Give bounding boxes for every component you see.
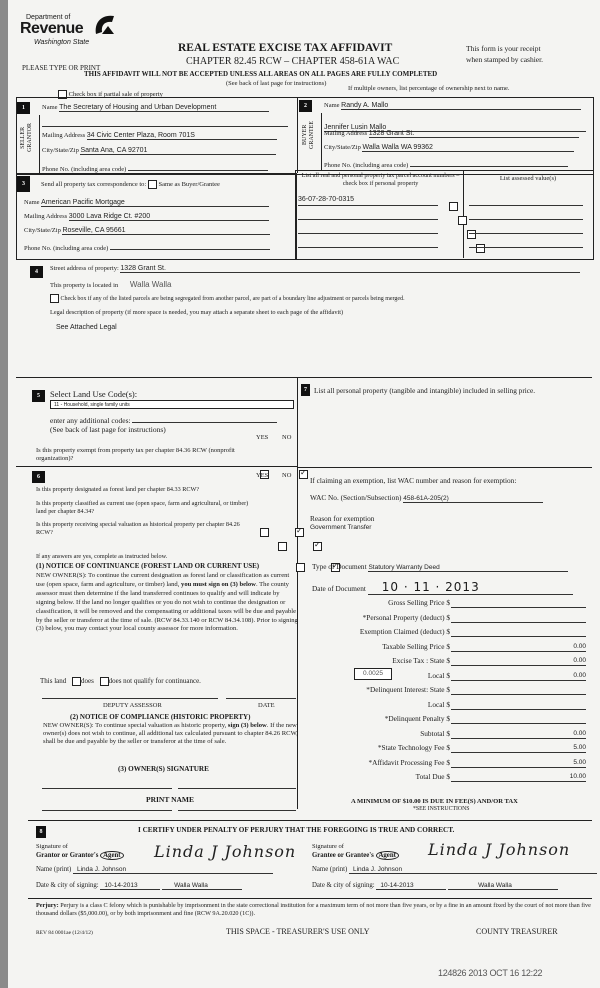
- notice-continuance-text: NEW OWNER(S): To continue the current designation as forest land or classification as current use (open space, farm and agriculture, or timber) land, you must sign on (3) below. The county assessor must then determine if the land transferred continues to qualify and will indicate by signing below. If the land no longer qualifies or you do not wish to continue the designation or classification, it will be removed and the compensating or additional taxes will be due and payable by the seller or transferor at the time of sale. (RCW 84.33.140 or RCW 84.34.108). Prior to signing (3) below, you may contact your local county assessor for more information.: [36, 572, 298, 633]
- located-row: [50, 280, 172, 289]
- partial-sale-label: Check box if partial sale of property: [68, 90, 163, 98]
- buyer-city-label: City/State/Zip: [324, 144, 361, 151]
- buyer-phone-field[interactable]: [410, 158, 568, 167]
- does-not-qualify-checkbox[interactable]: [100, 677, 109, 686]
- notice-compliance-text: NEW OWNER(S): To continue special valuation as historic property, sign (3) below. If the new owner(s) does not wish to continue, all additional tax calculated pursuant to chapter 84.26 RCW, shall be due and payable by the seller or transferor at the time of sale.: [43, 722, 298, 746]
- divider: [16, 466, 297, 467]
- acceptance-warning: THIS AFFIDAVIT WILL NOT BE ACCEPTED UNLESS ALL AREAS ON ALL PAGES ARE FULLY COMPLETED: [84, 70, 438, 78]
- divider: [16, 377, 592, 378]
- instructions-note: (See back of last page for instructions): [226, 80, 327, 87]
- corr-address-label: Mailing Address: [24, 213, 68, 220]
- question-yes-checkbox[interactable]: [296, 563, 305, 572]
- assessed-value-field[interactable]: [469, 224, 583, 234]
- affidavit-page: [8, 0, 600, 988]
- corr-name-label: Name: [24, 199, 40, 206]
- deputy-assessor-signature-field[interactable]: [42, 690, 218, 699]
- exempt-no-checkbox[interactable]: [299, 470, 308, 479]
- section-6-question: Is this property receiving special valuation as historical property per chapter 84.26 RCW?: [36, 521, 240, 536]
- grantor-signature-label: Signature of: [36, 843, 68, 850]
- parcel-number-field[interactable]: [298, 210, 438, 220]
- owner-signature-title: (3) OWNER(S) SIGNATURE: [118, 765, 209, 773]
- corr-city-field[interactable]: Roseville, CA 95661: [62, 227, 270, 235]
- corr-phone-label: Phone No. (including area code): [24, 245, 109, 252]
- tax-line-label: Taxable Selling Price $: [382, 641, 450, 651]
- date-label: DATE: [258, 702, 275, 709]
- grantor-city-field[interactable]: Walla Walla: [162, 882, 242, 890]
- logo-state: Washington State: [34, 39, 90, 46]
- corr-phone-field[interactable]: [110, 241, 270, 250]
- parcels-header: List all real and personal property tax parcel account numbers – check box if personal property: [301, 172, 460, 187]
- buyer-city-field[interactable]: Walla Walla WA 99362: [362, 144, 574, 152]
- tax-line-label: *Delinquent Penalty $: [384, 714, 450, 723]
- owner-print-name-field-1[interactable]: [42, 808, 172, 811]
- doc-date-field[interactable]: 10 · 11 · 2013: [368, 580, 573, 595]
- tax-line-label: *Delinquent Interest: State $: [366, 685, 450, 694]
- buyer-name-field[interactable]: Randy A. Mallo: [341, 102, 581, 110]
- grantee-date-label: Date & city of signing:: [312, 882, 375, 889]
- logo-dept: Department of: [26, 14, 71, 21]
- grantor-agent-label: Grantor or Grantor's Agent: [36, 852, 124, 859]
- grantor-date-label: Date & city of signing:: [36, 882, 99, 889]
- divider: [297, 97, 298, 173]
- tax-line-field[interactable]: [451, 772, 586, 782]
- seller-side-tab: [17, 115, 40, 173]
- segregated-checkbox[interactable]: [50, 294, 59, 303]
- section-7-number: 7: [301, 384, 310, 396]
- tax-line-field[interactable]: [451, 656, 586, 666]
- grantor-signature-field[interactable]: Linda J Johnson: [154, 842, 297, 861]
- buyer-name-label: Name: [324, 102, 340, 109]
- print-name-label: PRINT NAME: [146, 795, 194, 804]
- tax-line-field[interactable]: [451, 743, 586, 753]
- tax-line-value: 0.00: [573, 671, 586, 679]
- legal-description-field[interactable]: See Attached Legal: [56, 324, 117, 331]
- street-field[interactable]: 1328 Grant St.: [120, 265, 580, 273]
- tax-line-label: Total Due $: [415, 772, 450, 781]
- section-6-number: 6: [32, 471, 45, 483]
- buyer-side-tab: [299, 113, 322, 171]
- no-header: NO: [282, 434, 292, 441]
- form-title: REAL ESTATE EXCISE TAX AFFIDAVIT: [178, 42, 393, 54]
- notice-compliance-title: (2) NOTICE OF COMPLIANCE (HISTORIC PROPERTY): [70, 713, 251, 721]
- doc-type-field[interactable]: Statutory Warranty Deed: [368, 564, 568, 572]
- grantor-date-row: [36, 882, 242, 890]
- seller-phone-label: Phone No. (including area code): [42, 166, 127, 173]
- divider: [28, 820, 592, 821]
- logo-name: Revenue: [20, 20, 84, 37]
- type-or-print: PLEASE TYPE OR PRINT: [22, 64, 101, 72]
- treasurer-space-label: THIS SPACE - TREASURER'S USE ONLY: [226, 927, 370, 936]
- tax-line-label: Local $: [427, 670, 450, 680]
- question-yes-checkbox[interactable]: [278, 542, 287, 551]
- form-chapter: CHAPTER 82.45 RCW – CHAPTER 458-61A WAC: [186, 56, 400, 67]
- grantor-date-field[interactable]: 10-14-2013: [100, 882, 160, 890]
- divider: [463, 170, 464, 258]
- buyer-address-row: [324, 130, 579, 138]
- seller-name-row: [42, 104, 290, 112]
- located-field[interactable]: Walla Walla: [129, 280, 172, 289]
- seller-city-row: [42, 147, 276, 155]
- owner-signature-field-1[interactable]: [42, 780, 172, 789]
- grantee-signature-label: Signature of: [312, 843, 344, 850]
- tax-line-field[interactable]: [451, 758, 586, 768]
- seller-address-label: Mailing Address: [42, 132, 86, 139]
- section-4-number: 4: [30, 266, 43, 278]
- parcel-number-field[interactable]: [298, 238, 438, 248]
- tax-line-label: Subtotal $: [420, 728, 450, 738]
- buyer-address-field[interactable]: 1328 Grant St.: [369, 130, 579, 138]
- section-1-number: 1: [17, 102, 30, 114]
- corr-phone-row: [24, 241, 270, 252]
- wac-label: WAC No. (Section/Subsection): [310, 493, 402, 502]
- dor-emblem-icon: [92, 12, 118, 40]
- section-8-number: 8: [36, 826, 46, 838]
- divider: [28, 898, 592, 899]
- tax-line-label: Exemption Claimed (deduct) $: [359, 627, 450, 636]
- corr-name-row: [24, 199, 269, 207]
- tax-line-value: 10.00: [569, 773, 586, 780]
- assessed-value-field[interactable]: [469, 196, 583, 206]
- land-use-instructions: (See back of last page for instructions): [50, 425, 166, 434]
- grantor-print-label: Name (print): [36, 866, 72, 873]
- personal-property-checkbox[interactable]: [449, 202, 458, 211]
- legal-description-label: Legal description of property (if more space is needed, you may attach a separate sheet to each page of the affidavit): [50, 309, 344, 316]
- question-no-checkbox[interactable]: [313, 542, 322, 551]
- agent-circle: Agent: [100, 851, 123, 860]
- section-3-number: 3: [17, 176, 30, 192]
- grantee-signature-field[interactable]: Linda J Johnson: [428, 840, 571, 859]
- street-row: [50, 265, 580, 273]
- corr-address-row: [24, 213, 269, 221]
- seller-phone-row: [42, 162, 268, 173]
- dor-logo: [18, 12, 128, 54]
- seller-city-field[interactable]: Santa Ana, CA 92701: [80, 147, 276, 155]
- wac-row: [310, 493, 543, 503]
- corr-city-row: [24, 227, 270, 235]
- section-6-question: Is this property designated as forest land per chapter 84.33 RCW?: [36, 486, 200, 493]
- see-instructions: *SEE INSTRUCTIONS: [413, 806, 470, 812]
- corr-address-field[interactable]: 3000 Lava Ridge Ct. #200: [69, 213, 269, 221]
- tax-line-value: 5.00: [573, 758, 586, 766]
- tax-line-field[interactable]: [451, 729, 586, 739]
- buyer-city-row: [324, 144, 574, 152]
- grantor-print-row: [36, 866, 273, 874]
- parcel-number-field[interactable]: 36-07-28-70-0315: [298, 196, 438, 206]
- doc-type-row: [312, 562, 568, 572]
- divider: [297, 467, 592, 468]
- owner-print-name-field-2[interactable]: [178, 808, 296, 811]
- corr-city-label: City/State/Zip: [24, 227, 61, 234]
- agent-circle: Agent: [376, 851, 399, 860]
- tax-line-value: 0.00: [573, 657, 586, 664]
- seller-phone-field[interactable]: [128, 162, 268, 171]
- grantor-print-field[interactable]: Linda J. Johnson: [73, 866, 273, 874]
- land-use-label: Select Land Use Code(s):: [50, 389, 138, 399]
- tax-line-label: *State Technology Fee $: [377, 743, 450, 752]
- same-as-buyer-checkbox[interactable]: [148, 180, 157, 189]
- doc-date-label: Date of Document: [312, 584, 366, 593]
- county-treasurer-label: COUNTY TREASURER: [476, 927, 558, 936]
- exemption-label: If claiming an exemption, list WAC number and reason for exemption:: [310, 476, 517, 485]
- seller-city-label: City/State/Zip: [42, 147, 79, 154]
- section-6-question: Is this property classified as current use (open space, farm and agricultural, or timber) land per chapter 84.34?: [36, 500, 249, 515]
- tax-line-label: Excise Tax : State $: [392, 656, 450, 665]
- grantee-date-field[interactable]: 10-14-2013: [376, 882, 446, 890]
- additional-codes-row: [50, 414, 277, 425]
- seller-address-row: [42, 132, 277, 140]
- tax-line-field[interactable]: [451, 627, 586, 637]
- section-5-number: 5: [32, 390, 45, 402]
- section-2-number: 2: [299, 100, 312, 112]
- question-no-checkbox[interactable]: [295, 528, 304, 537]
- grantee-print-row: [312, 866, 597, 874]
- grantee-print-field[interactable]: Linda J. Johnson: [349, 866, 597, 874]
- yes-header: YES: [256, 472, 269, 479]
- buyer-name2-field[interactable]: Jennifer Lusin Mallo: [324, 124, 586, 132]
- correspondence-label: Send all property tax correspondence to:: [41, 180, 147, 188]
- tax-line-label: Gross Selling Price $: [388, 598, 450, 607]
- personal-property-checkbox[interactable]: [458, 216, 467, 225]
- continuance-row: [40, 677, 201, 686]
- seller-address-field[interactable]: 34 Civic Center Plaza, Room 701S: [87, 132, 277, 140]
- segregated-row: [50, 294, 405, 303]
- reason-field[interactable]: Government Transfer: [310, 524, 372, 531]
- personal-property-label: List all personal property (tangible and intangible) included in selling price.: [314, 386, 536, 395]
- receipt-note-2: when stamped by cashier.: [466, 55, 544, 64]
- local-rate-field[interactable]: 0.0025: [354, 668, 392, 680]
- tax-line-label: *Personal Property (deduct) $: [362, 612, 450, 622]
- buyer-address-label: Mailing Address: [324, 130, 368, 137]
- form-revision: REV 84 0001ae (12/4/12): [36, 930, 93, 936]
- tax-line-field[interactable]: [451, 598, 586, 608]
- tax-line-field[interactable]: [451, 700, 586, 710]
- buyer-name-row: [324, 102, 581, 110]
- minimum-due-note: A MINIMUM OF $10.00 IS DUE IN FEE(S) AND/OR TAX: [351, 798, 518, 805]
- seller-name-field[interactable]: The Secretary of Housing and Urban Development: [59, 104, 269, 112]
- tax-line-value: 5.00: [573, 744, 586, 751]
- land-use-select[interactable]: 11 - Household, single family units: [50, 400, 294, 409]
- receipt-note: This form is your receipt: [466, 44, 541, 53]
- wac-field[interactable]: 458-61A-205(2): [403, 495, 543, 503]
- tax-line-field[interactable]: [451, 685, 586, 695]
- tax-line-field[interactable]: [451, 613, 586, 623]
- doc-date-row: [312, 580, 573, 595]
- assessor-date-field[interactable]: [226, 690, 296, 699]
- street-label: Street address of property:: [50, 265, 119, 272]
- doc-type-label: Type of Document: [312, 562, 367, 571]
- yes-header: YES: [256, 434, 269, 441]
- buyer-phone-label: Phone No. (including area code): [324, 162, 409, 169]
- assessed-header: List assessed value(s): [499, 175, 557, 182]
- perjury-note: Perjury: Perjury is a class C felony which is punishable by imprisonment in the state correctional institution for a maximum term of not more than five years, or by a fine in an amount fixed by the court of not more than five thousand dollars ($5,000.00), or by both imprisonment and fine (RCW 9A.20.020 (1C)).: [36, 902, 591, 917]
- question-yes-checkbox[interactable]: [260, 528, 269, 537]
- does-not-label: does not qualify for continuance.: [108, 677, 201, 686]
- tax-line-field[interactable]: [451, 714, 586, 724]
- grantee-agent-label: Grantee or Grantee's Agent: [312, 852, 399, 859]
- parcel-number-field[interactable]: [298, 224, 438, 234]
- grantee-city-field[interactable]: Walla Walla: [448, 882, 558, 890]
- this-land-label: This land: [40, 677, 67, 686]
- exempt-question: Is this property exempt from property tax per chapter 84.36 RCW (nonprofit organization)?: [36, 447, 235, 462]
- assessed-value-field[interactable]: [469, 238, 583, 248]
- does-label: does: [81, 677, 94, 686]
- assessed-value-field[interactable]: [469, 210, 583, 220]
- buyer-side-label: BUYER GRANTEE: [302, 121, 315, 149]
- seller-side-label: SELLER GRANTOR: [20, 123, 33, 152]
- grantee-date-row: [312, 882, 558, 890]
- tax-line-value: 0.00: [573, 729, 586, 737]
- segregated-label: Check box if any of the listed parcels are being segregated from another parcel, are part of a boundary line adjustment or parcels being merged.: [60, 295, 405, 302]
- tax-line-label: *Affidavit Processing Fee $: [368, 757, 450, 767]
- certify-statement: I CERTIFY UNDER PENALTY OF PERJURY THAT THE FOREGOING IS TRUE AND CORRECT.: [138, 826, 455, 834]
- multiple-owners-note: If multiple owners, list percentage of ownership next to name.: [348, 85, 510, 92]
- personal-property-field[interactable]: [314, 410, 584, 460]
- reason-label: Reason for exemption: [310, 514, 375, 523]
- same-as-buyer-label: Same as Buyer/Grantee: [158, 180, 220, 188]
- owner-signature-field-2[interactable]: [178, 780, 296, 789]
- if-yes-note: If any answers are yes, complete as instructed below.: [36, 553, 168, 560]
- notice-continuance-title: (1) NOTICE OF CONTINUANCE (FOREST LAND OR CURRENT USE): [36, 562, 260, 570]
- correspondence-row: [41, 180, 220, 189]
- seller-name-label: Name: [42, 104, 58, 111]
- seller-name2-field[interactable]: [42, 124, 288, 127]
- does-qualify-checkbox[interactable]: [72, 677, 81, 686]
- tax-line-value: 0.00: [573, 642, 586, 650]
- tax-line-label: Local $: [427, 699, 450, 709]
- tax-line-field[interactable]: [451, 642, 586, 652]
- additional-codes-field[interactable]: [132, 414, 277, 423]
- no-header: NO: [282, 472, 292, 479]
- corr-name-field[interactable]: American Pacific Mortgage: [41, 199, 269, 207]
- grantee-print-label: Name (print): [312, 866, 348, 873]
- located-label: This property is located in: [50, 282, 119, 289]
- tax-line-field[interactable]: [451, 671, 586, 681]
- deputy-assessor-label: DEPUTY ASSESSOR: [103, 702, 162, 709]
- cashier-stamp: 124826 2013 OCT 16 12:22: [438, 968, 543, 978]
- additional-codes-label: enter any additional codes:: [50, 416, 131, 425]
- buyer-phone-row: [324, 158, 568, 169]
